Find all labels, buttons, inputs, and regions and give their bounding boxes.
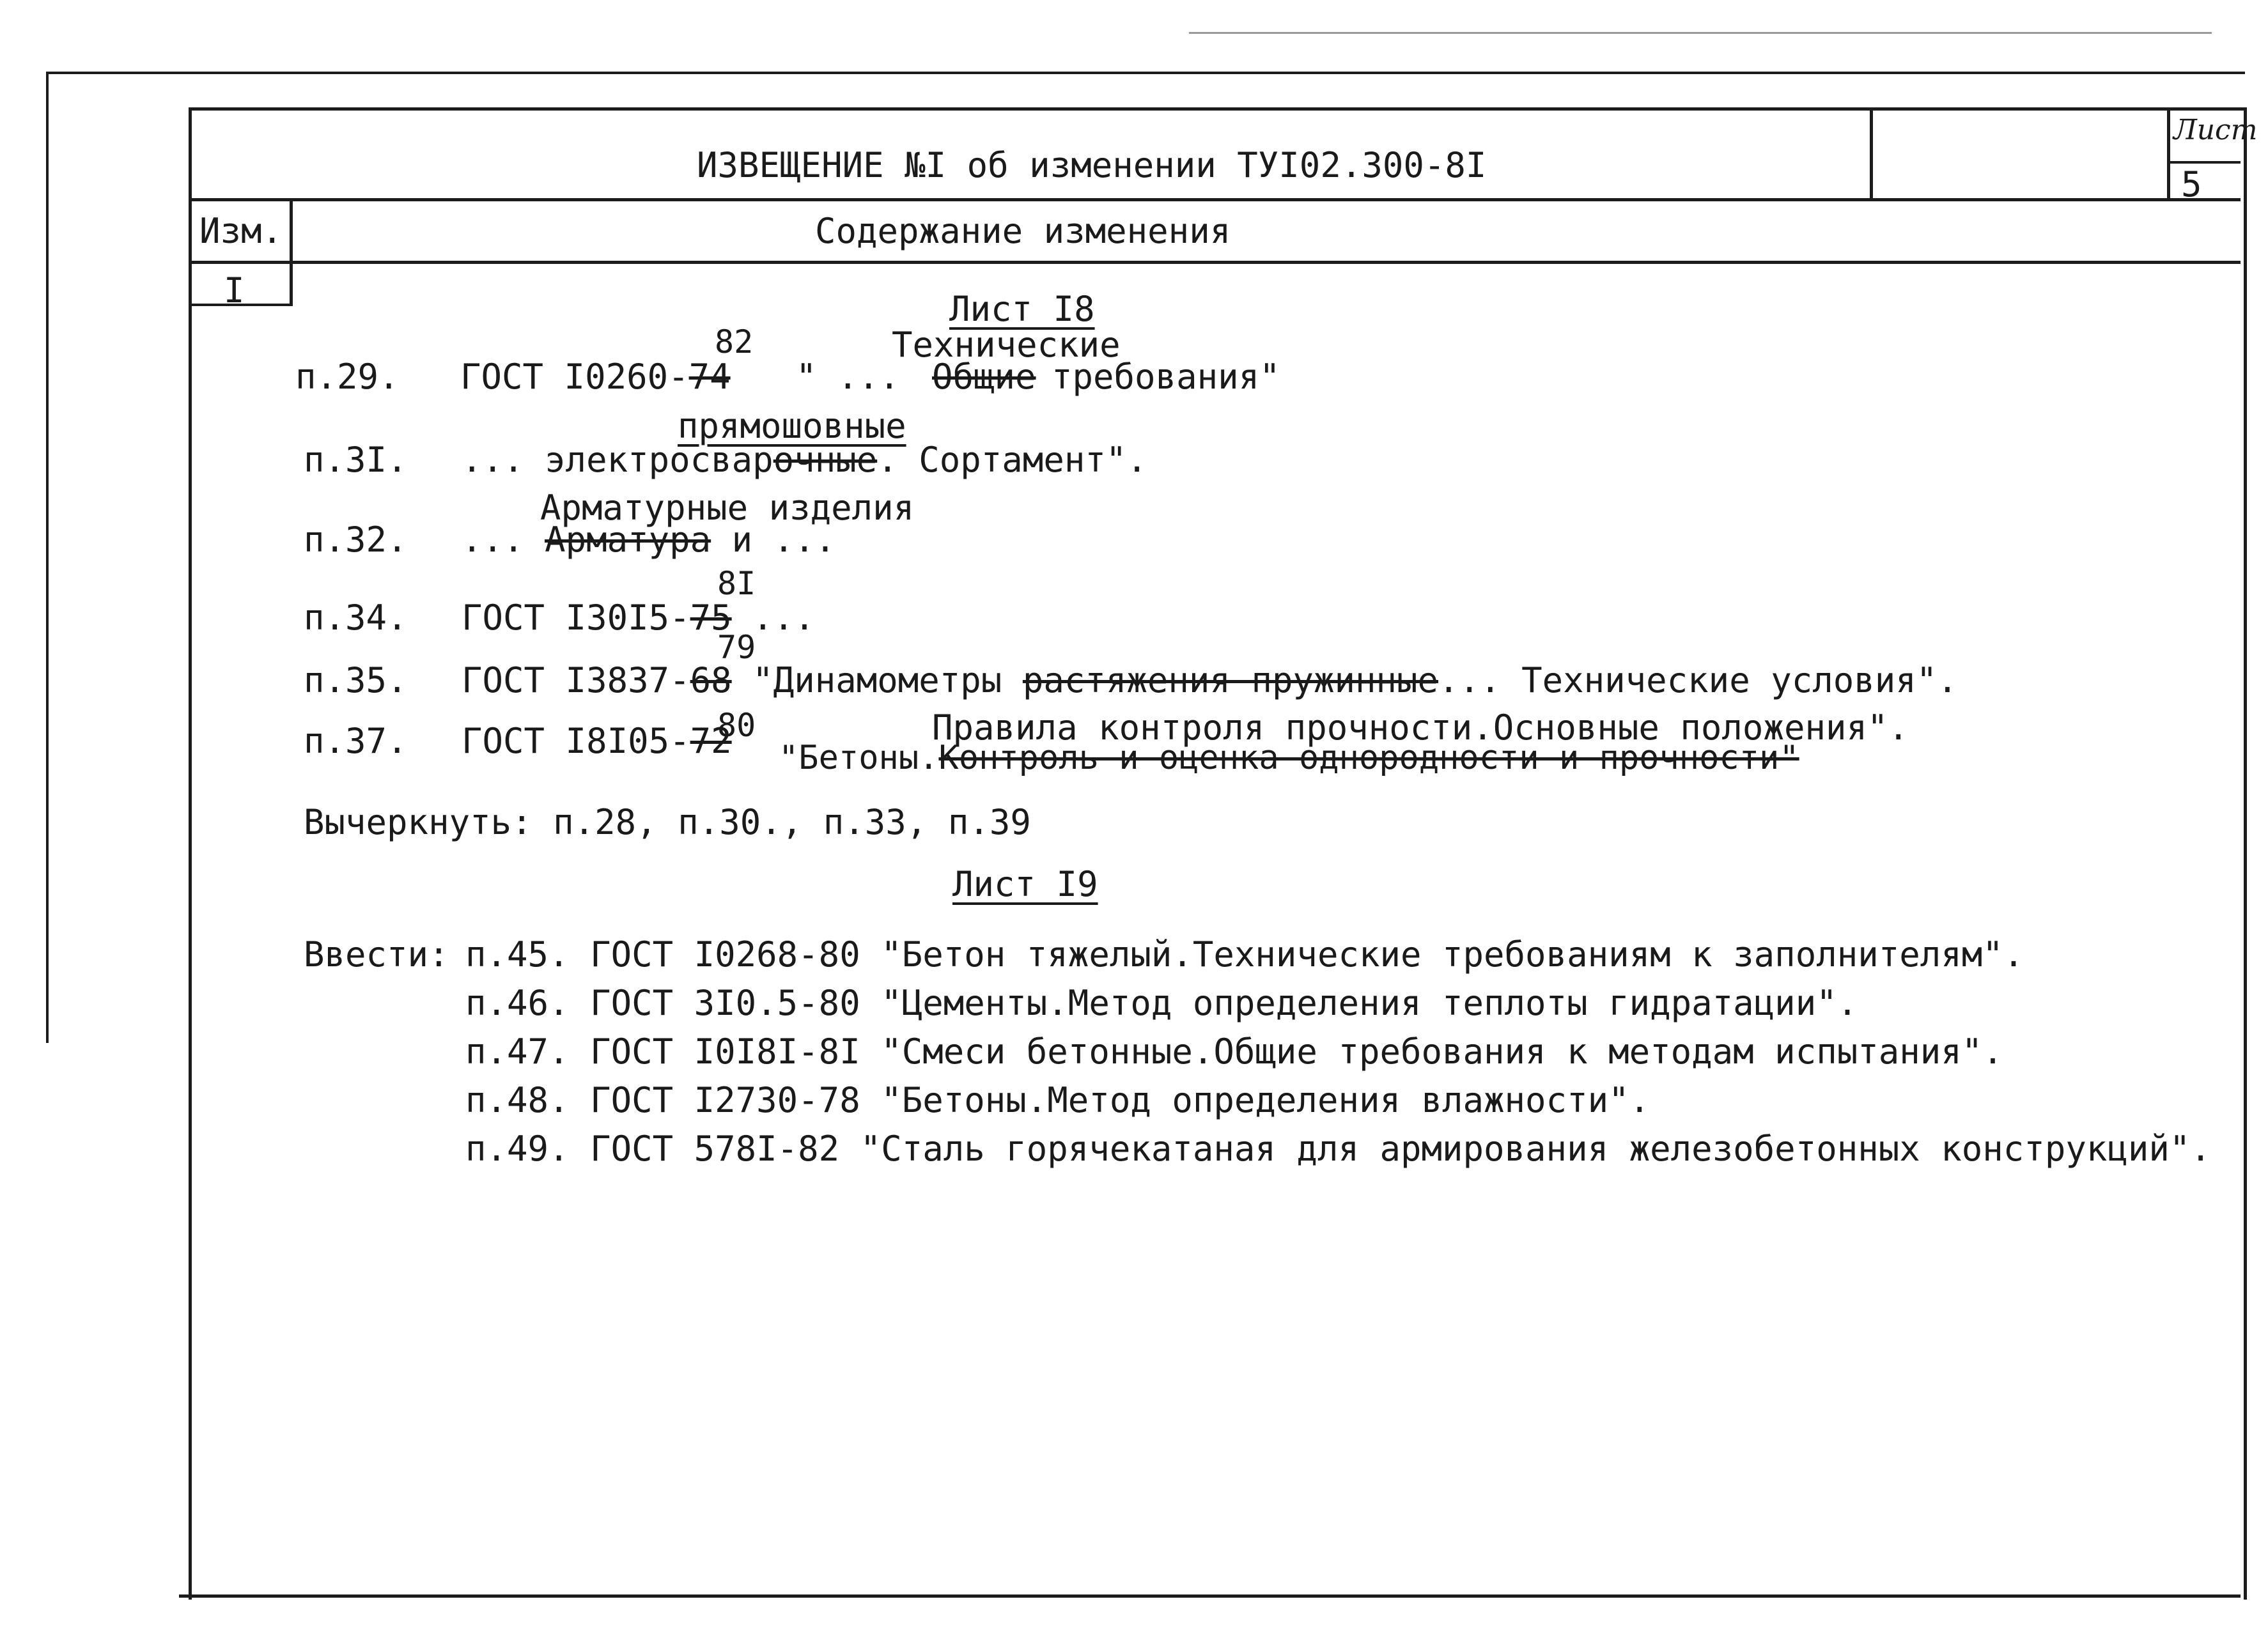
item-37-new-year: 80 xyxy=(717,707,756,744)
new-item-45: п.45. ГОСТ I0268-80 "Бетон тяжелый.Технические требованиям к заполнителям". xyxy=(465,934,2024,975)
item-35-new-year: 79 xyxy=(717,629,756,666)
delete-items-line: Вычеркнуть: п.28, п.30., п.33, п.39 xyxy=(304,802,1031,842)
item-35-struck-word: растяжения пружинные xyxy=(1022,660,1439,700)
form-bottom-line xyxy=(179,1594,2241,1598)
item-29-struck-word: Общие xyxy=(932,357,1036,397)
item-29-prefix: ГОСТ I0260- xyxy=(460,357,689,397)
form-frame xyxy=(189,107,2247,1600)
item-37-number: п.37. xyxy=(304,721,408,761)
new-item-47: п.47. ГОСТ I0I8I-8I "Смеси бетонные.Общие требования к методам испытания". xyxy=(465,1031,2003,1072)
item-32-insert: Арматурные изделия xyxy=(540,488,915,528)
item-32-text-b: и ... xyxy=(731,520,836,560)
item-34-prefix: ГОСТ I30I5- xyxy=(462,598,690,638)
item-35-number: п.35. xyxy=(304,660,408,700)
item-31-insert: прямошовные xyxy=(678,406,906,446)
item-29-text-a: " ... xyxy=(796,357,900,397)
header-bottom-line xyxy=(189,198,2241,201)
item-37-text-a: "Бетоны. xyxy=(779,739,939,777)
item-32-prefix: ... xyxy=(462,520,524,560)
item-35-text-b: ... Технические условия". xyxy=(1438,660,1958,700)
item-29-number: п.29. xyxy=(295,357,400,397)
item-29-insert: Технические xyxy=(892,325,1121,365)
item-37-prefix: ГОСТ I8I05- xyxy=(462,721,690,761)
item-32-number: п.32. xyxy=(304,520,408,560)
item-35-prefix: ГОСТ I3837- xyxy=(462,660,690,700)
outer-frame-top xyxy=(46,72,2245,74)
item-31-prefix: ... электросвар xyxy=(462,440,773,480)
item-31-text-b: . Сортамент". xyxy=(877,440,1147,480)
outer-frame-left xyxy=(46,72,49,1043)
item-32-struck: Арматура xyxy=(545,520,711,560)
content-column-header: Содержание изменения xyxy=(815,211,1231,251)
new-item-46: п.46. ГОСТ 3I0.5-80 "Цементы.Метод определения теплоты гидратации". xyxy=(465,983,1858,1023)
sheet18-title: Лист I8 xyxy=(949,289,1095,329)
item-31-line xyxy=(462,440,1147,480)
item-37-line xyxy=(779,741,1799,775)
item-31-number: п.3I. xyxy=(304,440,408,480)
item-31-struck: очные xyxy=(773,440,878,480)
introduce-label: Ввести: xyxy=(304,934,449,975)
sheet-box-left xyxy=(2167,107,2170,200)
item-29-gost xyxy=(460,357,731,397)
item-34-new-year: 8I xyxy=(717,565,756,602)
item-29-text-b: требования" xyxy=(1052,357,1280,397)
item-35-text-a: "Динамометры xyxy=(752,660,1002,700)
item-35-struck: 68 xyxy=(690,660,732,700)
sheet-box-mid xyxy=(2167,161,2241,164)
item-37-gost xyxy=(462,721,732,761)
change-number: I xyxy=(224,270,245,311)
item-34-line xyxy=(462,598,815,638)
item-34-struck: 75 xyxy=(690,598,732,638)
sheet-label: Лист xyxy=(2173,114,2258,146)
header-divider xyxy=(1870,107,1873,200)
change-column-header: Изм. xyxy=(199,211,283,251)
notice-title: ИЗВЕЩЕНИЕ №I об изменении ТУI02.300-8I xyxy=(697,145,1487,185)
item-37-struck-word: Контроль и оценка однородности и прочности" xyxy=(938,739,1799,777)
item-32-line xyxy=(462,520,836,560)
item-29-struck-year: 74 xyxy=(688,357,731,397)
new-item-48: п.48. ГОСТ I2730-78 "Бетоны.Метод определения влажности". xyxy=(465,1080,1651,1120)
item-34-number: п.34. xyxy=(304,598,408,638)
scan-mark xyxy=(1189,32,2212,34)
item-37-struck: 72 xyxy=(690,721,732,761)
column-header-bottom xyxy=(189,261,2241,264)
change-col-divider xyxy=(290,198,293,305)
sheet-number: 5 xyxy=(2181,164,2202,205)
item-37-insert: Правила контроля прочности.Основные положения". xyxy=(932,707,1909,748)
new-item-49: п.49. ГОСТ 578I-82 "Сталь горячекатаная для армирования железобетонных конструкций". xyxy=(465,1129,2211,1169)
item-34-text-b: ... xyxy=(752,598,815,638)
sheet19-title: Лист I9 xyxy=(952,864,1098,904)
item-35-line xyxy=(462,660,1958,700)
item-29-new-year: 82 xyxy=(715,323,754,360)
